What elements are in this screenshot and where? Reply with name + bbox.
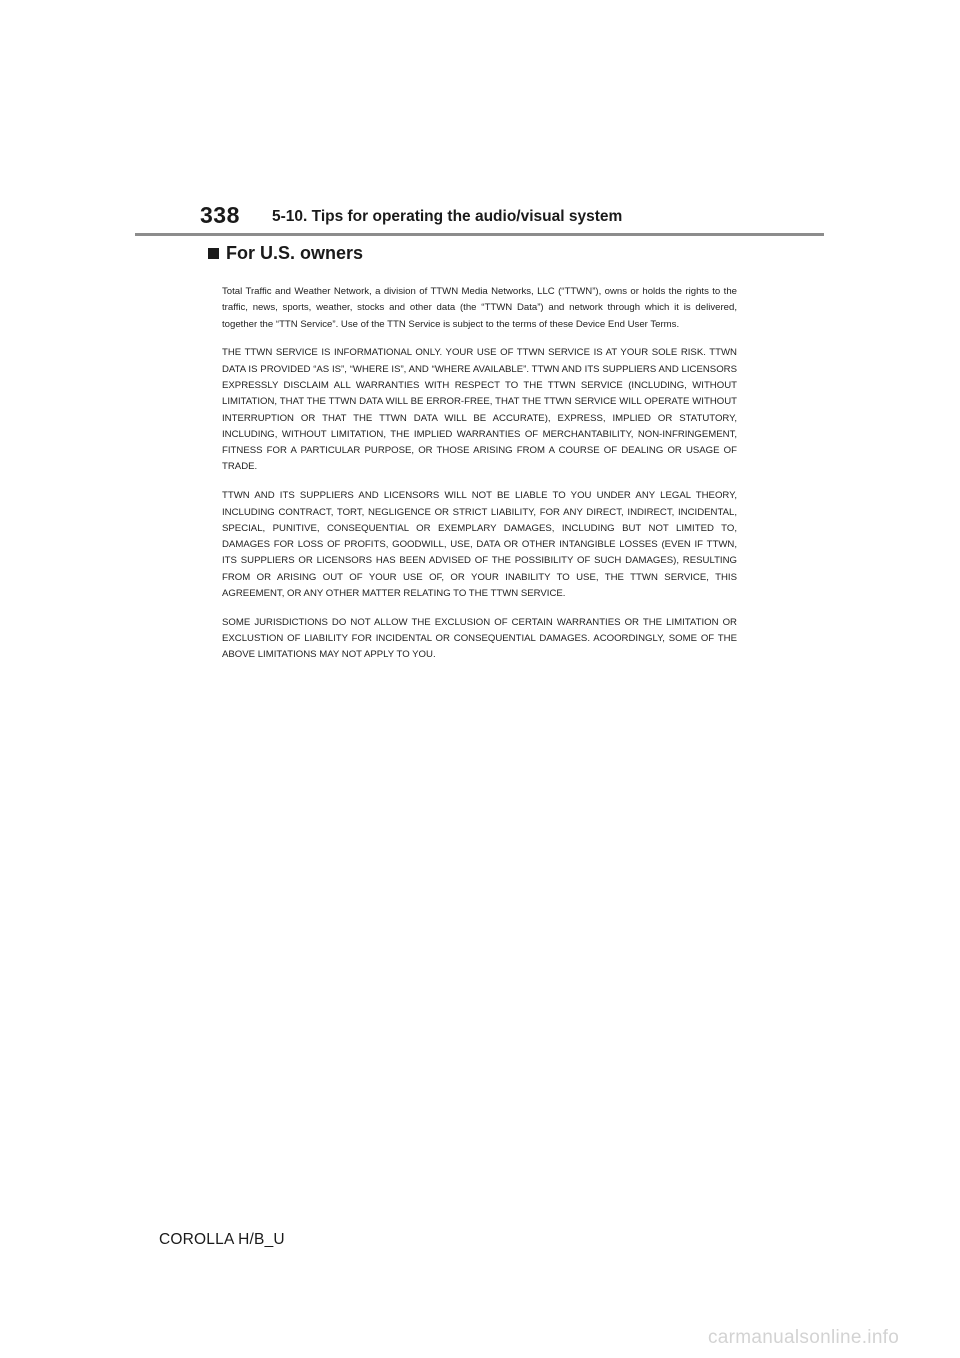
footer-model-code: COROLLA H/B_U	[159, 1231, 285, 1248]
watermark-text: carmanualsonline.info	[708, 1327, 900, 1348]
paragraph-jurisdictions: SOME JURISDICTIONS DO NOT ALLOW THE EXCLUSION OF CERTAIN WARRANTIES OR THE LIMITATION OR EXCLUSTION OF LIABILITY FOR INCIDENTAL OR CONSEQUENTIAL DAMAGES. ACOORDINGLY, SOME OF THE ABOVE LIMITATIONS MAY NOT APPLY TO YOU.	[222, 616, 737, 661]
section-title: 5-10. Tips for operating the audio/visual system	[272, 208, 623, 225]
square-bullet-icon	[208, 248, 219, 259]
header-divider	[135, 233, 824, 236]
legal-body	[222, 284, 737, 676]
paragraph-ttwn-intro: Total Traffic and Weather Network, a division of TTWN Media Networks, LLC (“TTWN”), owns or holds the rights to the traffic, news, sports, weather, stocks and other data (the “TTWN Data”) and network through which it is delivered, together the “TTN Service”. Use of the TTN Service is subject to the terms of these Device End User Terms.	[222, 286, 737, 330]
subheading	[208, 240, 363, 266]
paragraph-warranty-disclaimer: THE TTWN SERVICE IS INFORMATIONAL ONLY. YOUR USE OF TTWN SERVICE IS AT YOUR SOLE RISK. TTWN DATA IS PROVIDED “AS IS”, “WHERE IS”, AND “WHERE AVAILABLE”. TTWN AND ITS SUPPLIERS AND LICENSORS EXPRESSLY DISCLAIM ALL WARRANTIES WITH RESPECT TO THE TTWN SERVICE (INCLUDING, WITHOUT LIMITATION, THAT THE TTWN DATA WILL BE ERROR-FREE, THAT THE TTWN SERVICE WILL OPERATE WITHOUT INTERRUPTION OR THAT THE TTWN DATA WILL BE ACCURATE), EXPRESS, IMPLIED OR STATUTORY, INCLUDING, WITHOUT LIMITATION, THE IMPLIED WARRANTIES OF MERCHANTABILITY, NON-INFRINGEMENT, FITNESS FOR A PARTICULAR PURPOSE, OR THOSE ARISING FROM A COURSE OF DEALING OR USAGE OF TRADE.	[222, 347, 737, 473]
page-number: 338	[200, 202, 240, 228]
subheading-text: For U.S. owners	[226, 243, 364, 263]
paragraph-liability-limitation: TTWN AND ITS SUPPLIERS AND LICENSORS WILL NOT BE LIABLE TO YOU UNDER ANY LEGAL THEORY, INCLUDING CONTRACT, TORT, NEGLIGENCE OR STRICT LIABILITY, FOR ANY DIRECT, INDIRECT, INCIDENTAL, SPECIAL, PUNITIVE, CONSEQUENTIAL OR EXEMPLARY DAMAGES, INCLUDING BUT NOT LIMITED TO, DAMAGES FOR LOSS OF PROFITS, GOODWILL, USE, DATA OR OTHER INTANGIBLE LOSSES (EVEN IF TTWN, ITS SUPPLIERS OR LICENSORS HAS BEEN ADVISED OF THE POSSIBILITY OF SUCH DAMAGES), RESULTING FROM OR ARISING OUT OF YOUR USE OF, OR YOUR INABILITY TO USE, THE TTWN SERVICE, THIS AGREEMENT, OR ANY OTHER MATTER RELATING TO THE TTWN SERVICE.	[222, 490, 737, 600]
